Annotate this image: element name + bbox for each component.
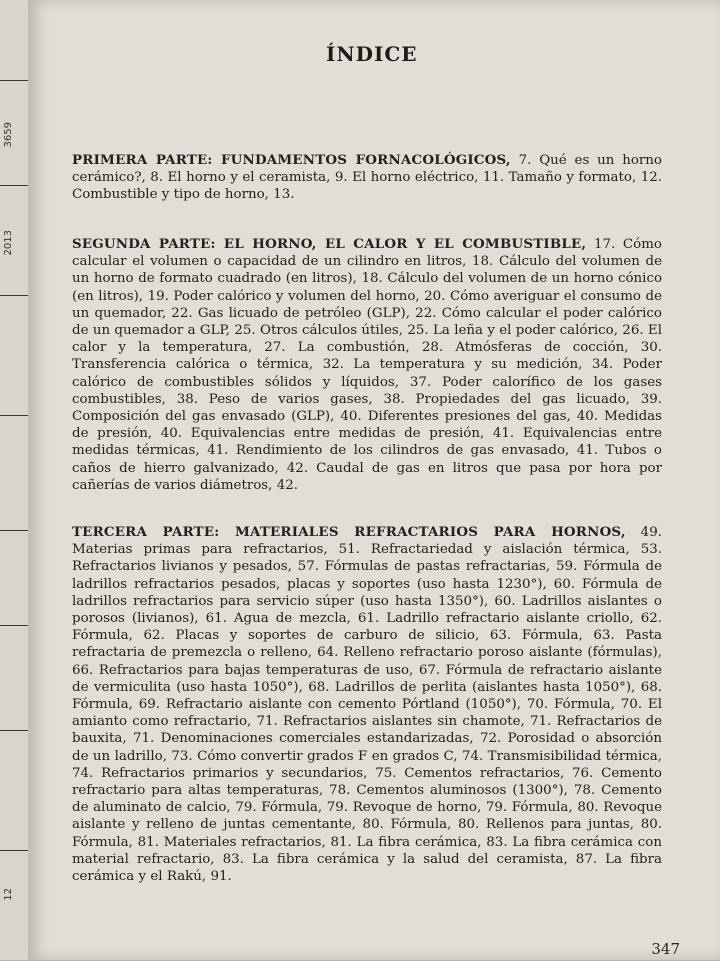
adjacent-page-edge [0,0,29,960]
section-heading: PRIMERA PARTE: FUNDAMENTOS FORNACOLÓGICOS, [72,152,511,168]
margin-number: 12 [3,888,14,901]
strip-cell [0,850,28,961]
section-entries: 49. Materias primas para refractarios, 51. Refractariedad y aislación térmica, 53. Refractarios livianos y pesados, 57. Fórmulas de pastas refractarias, 59. Fórmula de ladrillos refractarios pesados, placas y soportes (uso hasta 1230°), 60. Fórmula de ladrillos refractarios para servicio súper (uso hasta 1350°), 60. Ladrillos aislantes o porosos (livianos), 61. Agua de mezcla, 61. Ladrillo refractario aislante criollo, 62. Fórmula, 62. Placas y soportes de carburo de silicio, 63. Fórmula, 63. Pasta refractaria de premezcla o relleno, 64. Relleno refractario poroso aislante (fórmulas), 66. Refractarios para bajas temperaturas de uso, 67. Fórmula de refractario aislante de vermiculita (uso hasta 1050°), 68. Ladrillos de perlita (aislantes hasta 1050°), 68. Fórmula, 69. Refractario aislante con cemento Pórtland (1050°), 70. Fórmula, 70. El amianto como refractario, 71. Refractarios aislantes sin chamote, 71. Refractarios de bauxita, 71. Denominaciones comerciales estandarizadas, 72. Porosidad o absorción de un ladrillo, 73. Cómo convertir grados F en grados C, 74. Transmisibilidad térmica, 74. Refractarios primarios y secundarios, 75. Cementos refractarios, 76. Cemento refractario para altas temperaturas, 78. Cementos aluminosos (1300°), 78. Cemento de aluminato de calcio, 79. Fórmula, 79. Revoque de horno, 79. Fórmula, 80. Revoque aislante y relleno de juntas cementante, 80. Fórmula, 80. Rellenos para juntas, 80. Fórmula, 81. Materiales refractarios, 81. La fibra cerámica, 83. La fibra cerámica con material refractario, 83. La fibra cerámica y la salud del ceramista, 87. La fibra cerámica y el Rakú, 91. [72,525,662,885]
section-entries: 7. Qué es un horno cerámico?, 8. El horno y el ceramista, 9. El horno eléctrico, 11. Tamaño y formato, 12. Combustible y tipo de horno, 13. [72,153,662,203]
margin-number: 3659 [3,122,14,148]
index-title: ÍNDICE [326,42,418,66]
index-section-tercera [72,524,662,885]
index-section-segunda [72,236,662,494]
section-heading: SEGUNDA PARTE: EL HORNO, EL CALOR Y EL COMBUSTIBLE, [72,236,587,252]
strip-cell [0,530,28,626]
strip-cell [0,730,28,851]
section-entries: 17. Cómo calcular el volumen o capacidad de un cilindro en litros, 18. Cálculo del volumen de un horno de formato cuadrado (en litros), 18. Cálculo del volumen de un horno cónico (en litros), 19. Poder calórico y volumen del horno, 20. Cómo averiguar el consumo de un quemador, 22. Gas licuado de petróleo (GLP), 22. Cómo calcular el poder calórico de un quemador a GLP, 25. Otros cálculos útiles, 25. La leña y el poder calórico, 26. El calor y la temperatura, 27. La combustión, 28. Atmósferas de cocción, 30. Transferencia calórica o térmica, 32. La temperatura y su medición, 34. Poder calórico de combustibles sólidos y líquidos, 37. Poder calorífico de los gases combustibles, 38. Peso de varios gases, 38. Propiedades del gas licuado, 39. Composición del gas envasado (GLP), 40. Diferentes presiones del gas, 40. Medidas de presión, 40. Equivalencias entre medidas de presión, 41. Equivalencias entre medidas térmicas, 41. Rendimiento de los cilindros de gas envasado, 41. Tubos o caños de hierro galvanizado, 42. Caudal de gas en litros que pasa por hora por cañerías de varios diámetros, 42. [72,237,662,493]
margin-number: 2013 [3,230,14,256]
strip-cell [0,295,28,416]
section-heading: TERCERA PARTE: MATERIALES REFRACTARIOS PARA HORNOS, [72,524,626,540]
strip-cell [0,415,28,531]
page-number: 347 [651,940,680,958]
strip-cell [0,625,28,731]
index-section-primera [72,152,662,204]
